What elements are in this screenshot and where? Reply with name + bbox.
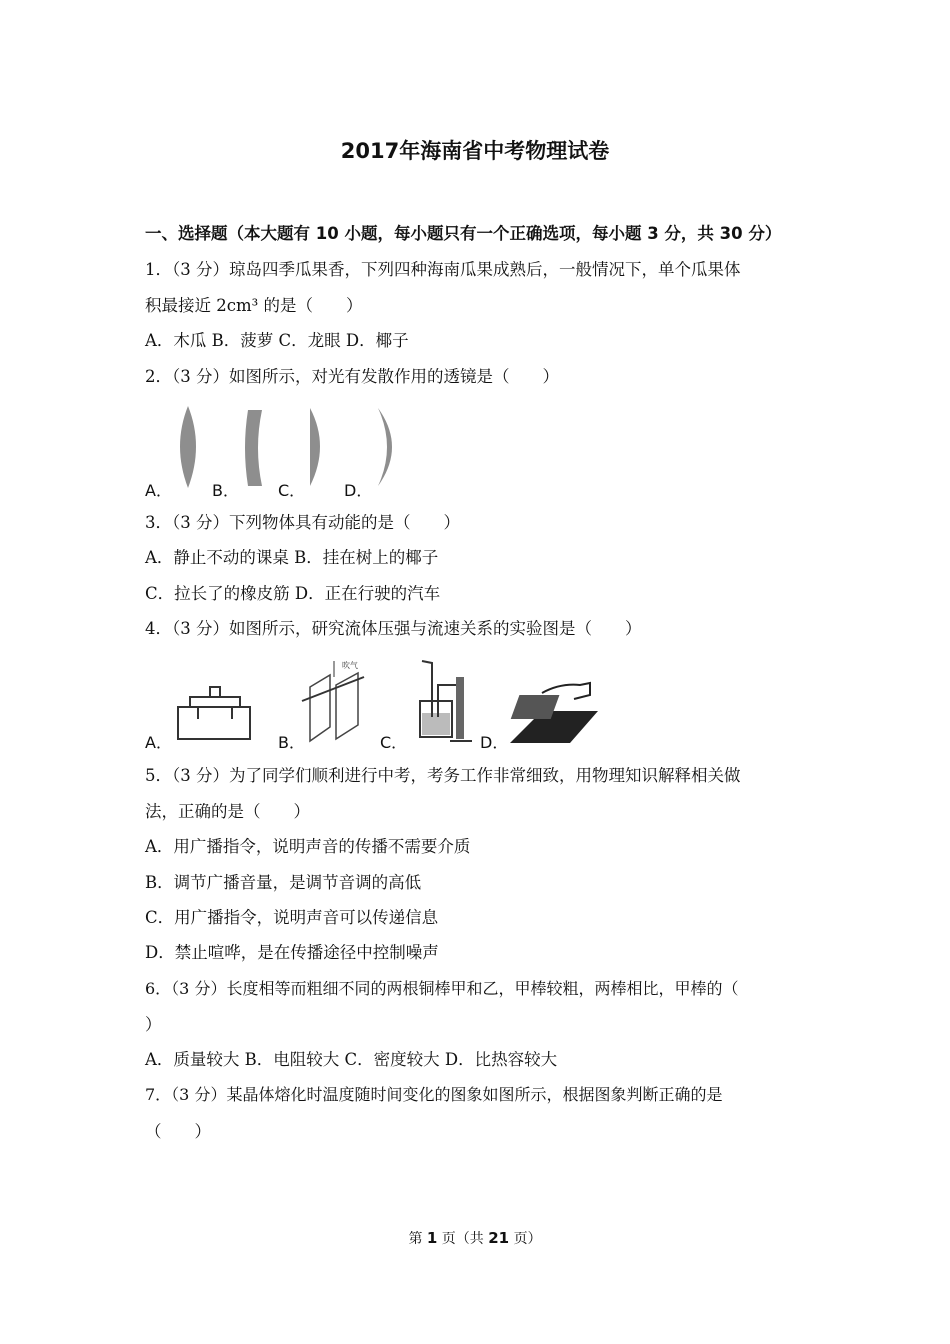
footer-post: 页） [513, 1231, 542, 1247]
meniscus-lens-icon [378, 408, 392, 486]
section-heading: 一、选择题（本大题有 10 小题，每小题只有一个正确选项，每小题 3 分，共 30 分） [145, 224, 782, 243]
q4-label-c: C． [380, 733, 408, 752]
q6-options: A．质量较大 B．电阻较大 C．密度较大 D．比热容较大 [145, 1050, 558, 1069]
q1-stem-line1: 1．（3 分）琼岛四季瓜果香，下列四种海南瓜果成熟后，一般情况下，单个瓜果体 [145, 260, 741, 279]
q1-stem-line2: 积最接近 2cm³ 的是（ ） [145, 296, 363, 315]
page-footer [0, 1228, 950, 1248]
q4-label-d: D． [480, 733, 509, 752]
page-title: 2017年海南省中考物理试卷 [340, 139, 610, 163]
q7-stem-line1: 7．（3 分）某晶体熔化时温度随时间变化的图象如图所示，根据图象判断正确的是 [145, 1085, 723, 1104]
q3-options-cd: C．拉长了的橡皮筋 D．正在行驶的汽车 [145, 584, 441, 603]
q5-stem-line2: 法，正确的是（ ） [145, 802, 310, 821]
q5-option-c: C．用广播指令，说明声音可以传递信息 [145, 908, 439, 927]
q5-option-a: A．用广播指令，说明声音的传播不需要介质 [145, 837, 471, 856]
figure-b-label: 吹气 [342, 661, 358, 670]
q2-stem: 2．（3 分）如图所示，对光有发散作用的透镜是（ ） [145, 367, 559, 386]
footer-pre: 第 [408, 1231, 423, 1247]
figure-c-icon [420, 661, 472, 741]
q4-label-b: B． [278, 733, 305, 752]
q5-stem-line1: 5．（3 分）为了同学们顺利进行中考，考务工作非常细致，用物理知识解释相关做 [145, 766, 741, 785]
q3-stem: 3．（3 分）下列物体具有动能的是（ ） [145, 513, 460, 532]
q2-label-c: C． [278, 481, 306, 500]
q2-label-d: D． [344, 481, 373, 500]
figure-a-icon [178, 687, 250, 739]
footer-page-number: 1 [426, 1229, 438, 1247]
q4-label-a: A． [145, 733, 172, 752]
q6-stem-line2: ） [145, 1015, 162, 1034]
q5-option-b: B．调节广播音量，是调节音调的高低 [145, 873, 422, 892]
convex-lens-icon [180, 406, 196, 488]
q7-stem-line2: （ ） [145, 1122, 211, 1141]
q2-label-a: A． [145, 481, 172, 500]
q4-stem: 4．（3 分）如图所示，研究流体压强与流速关系的实验图是（ ） [145, 619, 642, 638]
q3-options-ab: A．静止不动的课桌 B．挂在树上的椰子 [145, 548, 439, 567]
footer-total-pages: 21 [488, 1229, 510, 1247]
concave-lens-icon [245, 410, 262, 486]
figure-b-icon [302, 660, 364, 741]
figure-d-icon [510, 683, 598, 743]
q6-stem-line1: 6．（3 分）长度相等而粗细不同的两根铜棒甲和乙，甲棒较粗，两棒相比，甲棒的（ [145, 979, 739, 998]
footer-mid: 页（共 [441, 1231, 484, 1247]
q5-option-d: D．禁止喧哗，是在传播途径中控制噪声 [145, 943, 439, 962]
plano-convex-lens-icon [310, 408, 320, 486]
q2-label-b: B． [212, 481, 239, 500]
q1-options: A．木瓜 B．菠萝 C．龙眼 D．椰子 [145, 331, 409, 350]
